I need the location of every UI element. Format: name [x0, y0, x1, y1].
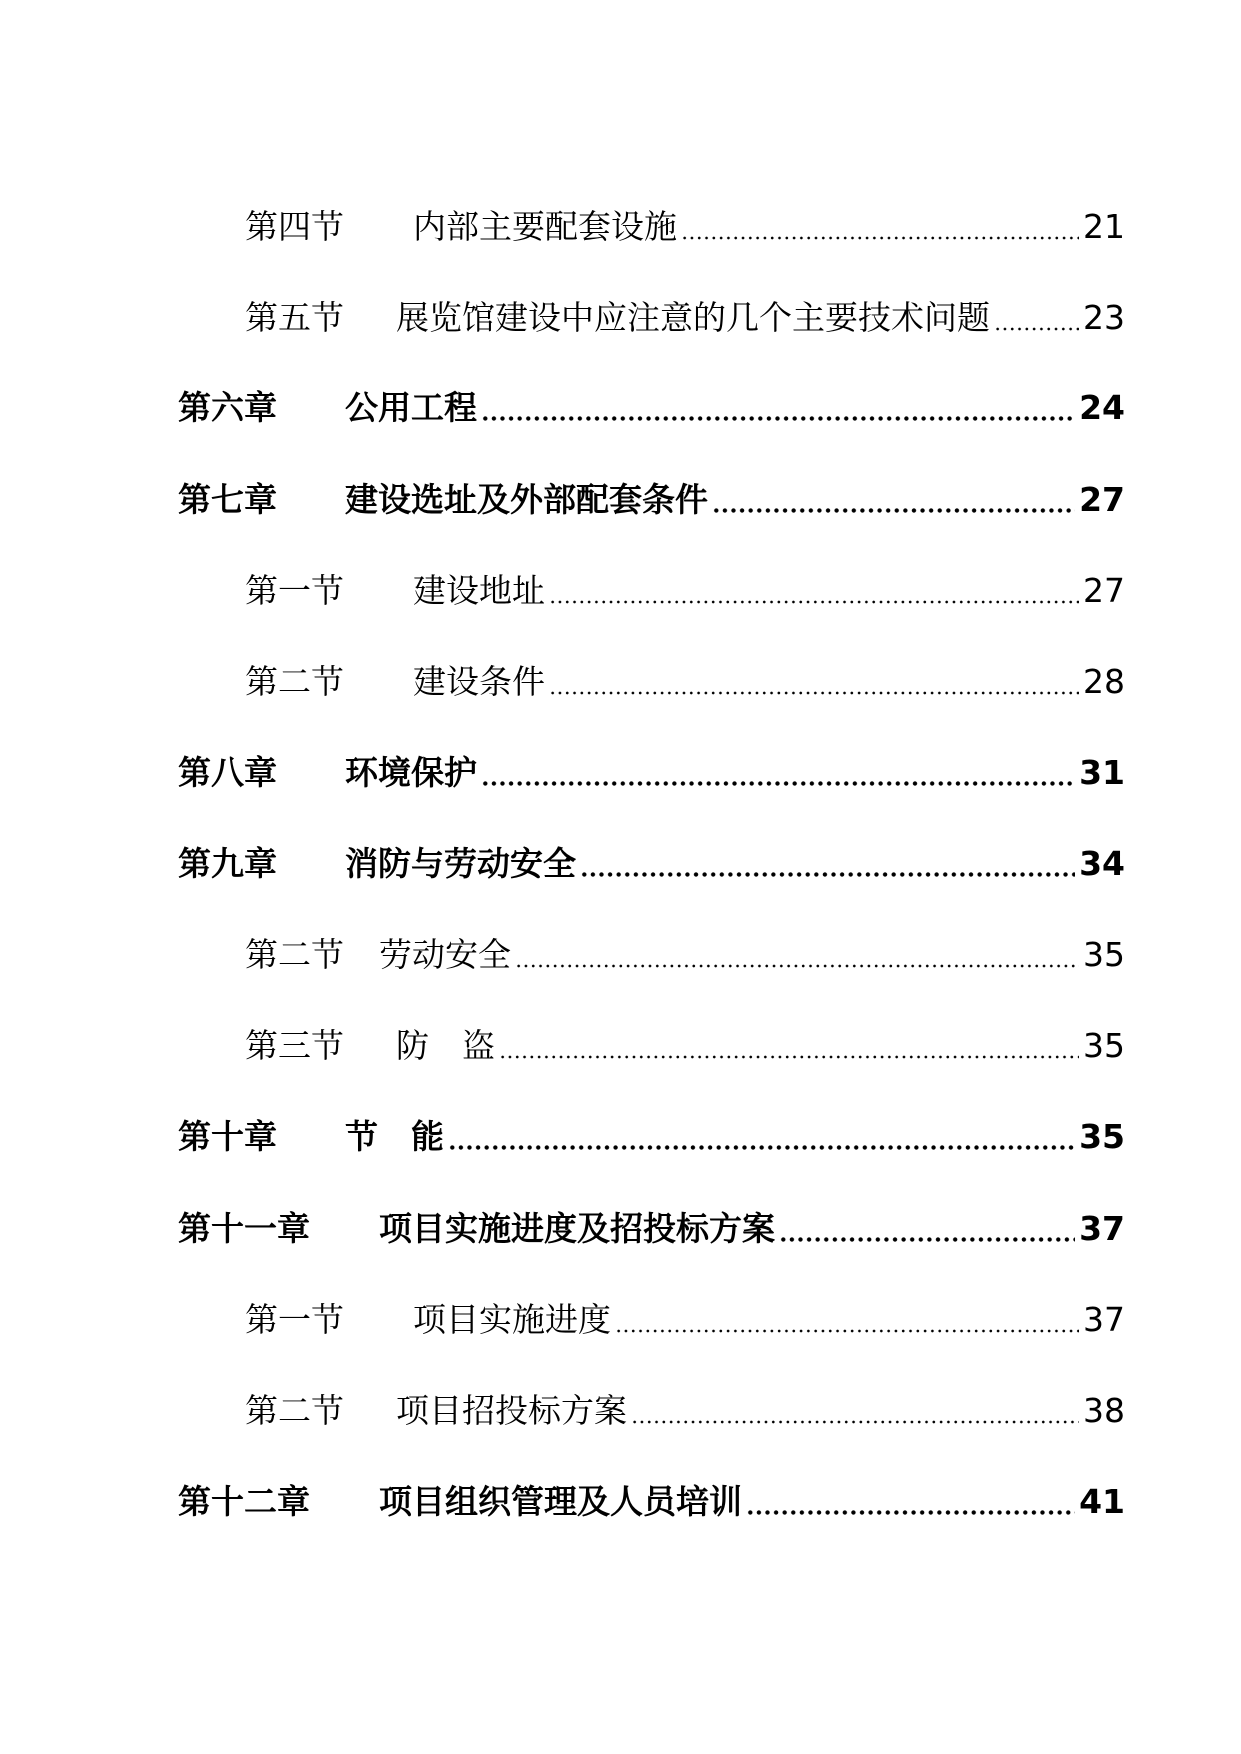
toc-entry-title: 公用工程: [345, 388, 477, 427]
toc-entry[interactable]: [178, 386, 1125, 430]
toc-entry[interactable]: [245, 660, 1125, 704]
toc-entry-page: 37: [1079, 1209, 1125, 1248]
toc-entry-title: 节 能: [345, 1117, 444, 1156]
toc-entry[interactable]: [178, 478, 1125, 522]
toc-entry-page: 21: [1083, 207, 1125, 246]
toc-entry[interactable]: [245, 296, 1125, 340]
toc-entry-page: 27: [1079, 480, 1125, 519]
toc-entry-label: 第四节: [245, 207, 344, 246]
dot-leader: [549, 685, 1079, 695]
toc-entry-title: 劳动安全: [379, 935, 511, 974]
toc-entry-label: 第十章: [178, 1117, 277, 1156]
toc-entry-page: 35: [1079, 1117, 1125, 1156]
toc-entry-page: 23: [1083, 298, 1125, 337]
toc-entry-title: 项目实施进度: [413, 1300, 611, 1339]
toc-entry-label: 第九章: [178, 844, 277, 883]
dot-leader: [615, 1323, 1079, 1333]
toc-entry-title: 项目招投标方案: [396, 1391, 627, 1430]
toc-entry-title: 内部主要配套设施: [413, 207, 677, 246]
toc-entry-title: 建设选址及外部配套条件: [345, 480, 708, 519]
toc-entry-label: 第二节: [245, 935, 344, 974]
toc-entry[interactable]: [245, 1024, 1125, 1068]
toc-entry-title: 展览馆建设中应注意的几个主要技术问题: [396, 298, 990, 337]
toc-entry-label: 第七章: [178, 480, 277, 519]
toc-entry[interactable]: [178, 751, 1125, 795]
toc-entry[interactable]: [178, 1480, 1125, 1524]
dot-leader: [580, 867, 1075, 877]
toc-entry-label: 第八章: [178, 753, 277, 792]
toc-entry[interactable]: [178, 1207, 1125, 1251]
toc-entry-page: 38: [1083, 1391, 1125, 1430]
toc-entry-title: 项目实施进度及招投标方案: [379, 1209, 775, 1248]
toc-entry-page: 35: [1083, 935, 1125, 974]
toc-entry-title: 建设条件: [413, 662, 545, 701]
toc-entry-title: 消防与劳动安全: [345, 844, 576, 883]
dot-leader: [481, 411, 1075, 421]
toc-entry-label: 第一节: [245, 571, 344, 610]
toc-entry[interactable]: [245, 933, 1125, 977]
toc-entry-page: 37: [1083, 1300, 1125, 1339]
dot-leader: [681, 230, 1079, 240]
dot-leader: [631, 1414, 1079, 1424]
toc-entry-page: 31: [1079, 753, 1125, 792]
toc-entry-page: 24: [1079, 388, 1125, 427]
dot-leader: [499, 1049, 1079, 1059]
toc-entry-page: 35: [1083, 1026, 1125, 1065]
dot-leader: [746, 1505, 1075, 1515]
toc-entry[interactable]: [245, 205, 1125, 249]
toc-entry-title: 环境保护: [345, 753, 477, 792]
toc-entry-title: 防 盗: [396, 1026, 495, 1065]
dot-leader: [779, 1232, 1075, 1242]
toc-entry-label: 第六章: [178, 388, 277, 427]
toc-entry-label: 第二节: [245, 1391, 344, 1430]
toc-entry-label: 第十二章: [178, 1482, 310, 1521]
dot-leader: [448, 1140, 1075, 1150]
dot-leader: [712, 503, 1075, 513]
dot-leader: [994, 321, 1079, 331]
dot-leader: [515, 958, 1079, 968]
toc-entry-page: 27: [1083, 571, 1125, 610]
toc-entry-label: 第十一章: [178, 1209, 310, 1248]
toc-entry-title: 项目组织管理及人员培训: [379, 1482, 742, 1521]
toc-entry-label: 第一节: [245, 1300, 344, 1339]
dot-leader: [481, 776, 1075, 786]
toc-entry-label: 第三节: [245, 1026, 344, 1065]
dot-leader: [549, 594, 1079, 604]
toc-entry-title: 建设地址: [413, 571, 545, 610]
toc-entry[interactable]: [245, 1298, 1125, 1342]
toc-entry-label: 第五节: [245, 298, 344, 337]
toc-entry[interactable]: [245, 569, 1125, 613]
toc-entry[interactable]: [245, 1389, 1125, 1433]
toc-entry[interactable]: [178, 842, 1125, 886]
toc-entry-page: 34: [1079, 844, 1125, 883]
toc-entry-label: 第二节: [245, 662, 344, 701]
toc-entry[interactable]: [178, 1115, 1125, 1159]
toc-entry-page: 41: [1079, 1482, 1125, 1521]
toc-entry-page: 28: [1083, 662, 1125, 701]
